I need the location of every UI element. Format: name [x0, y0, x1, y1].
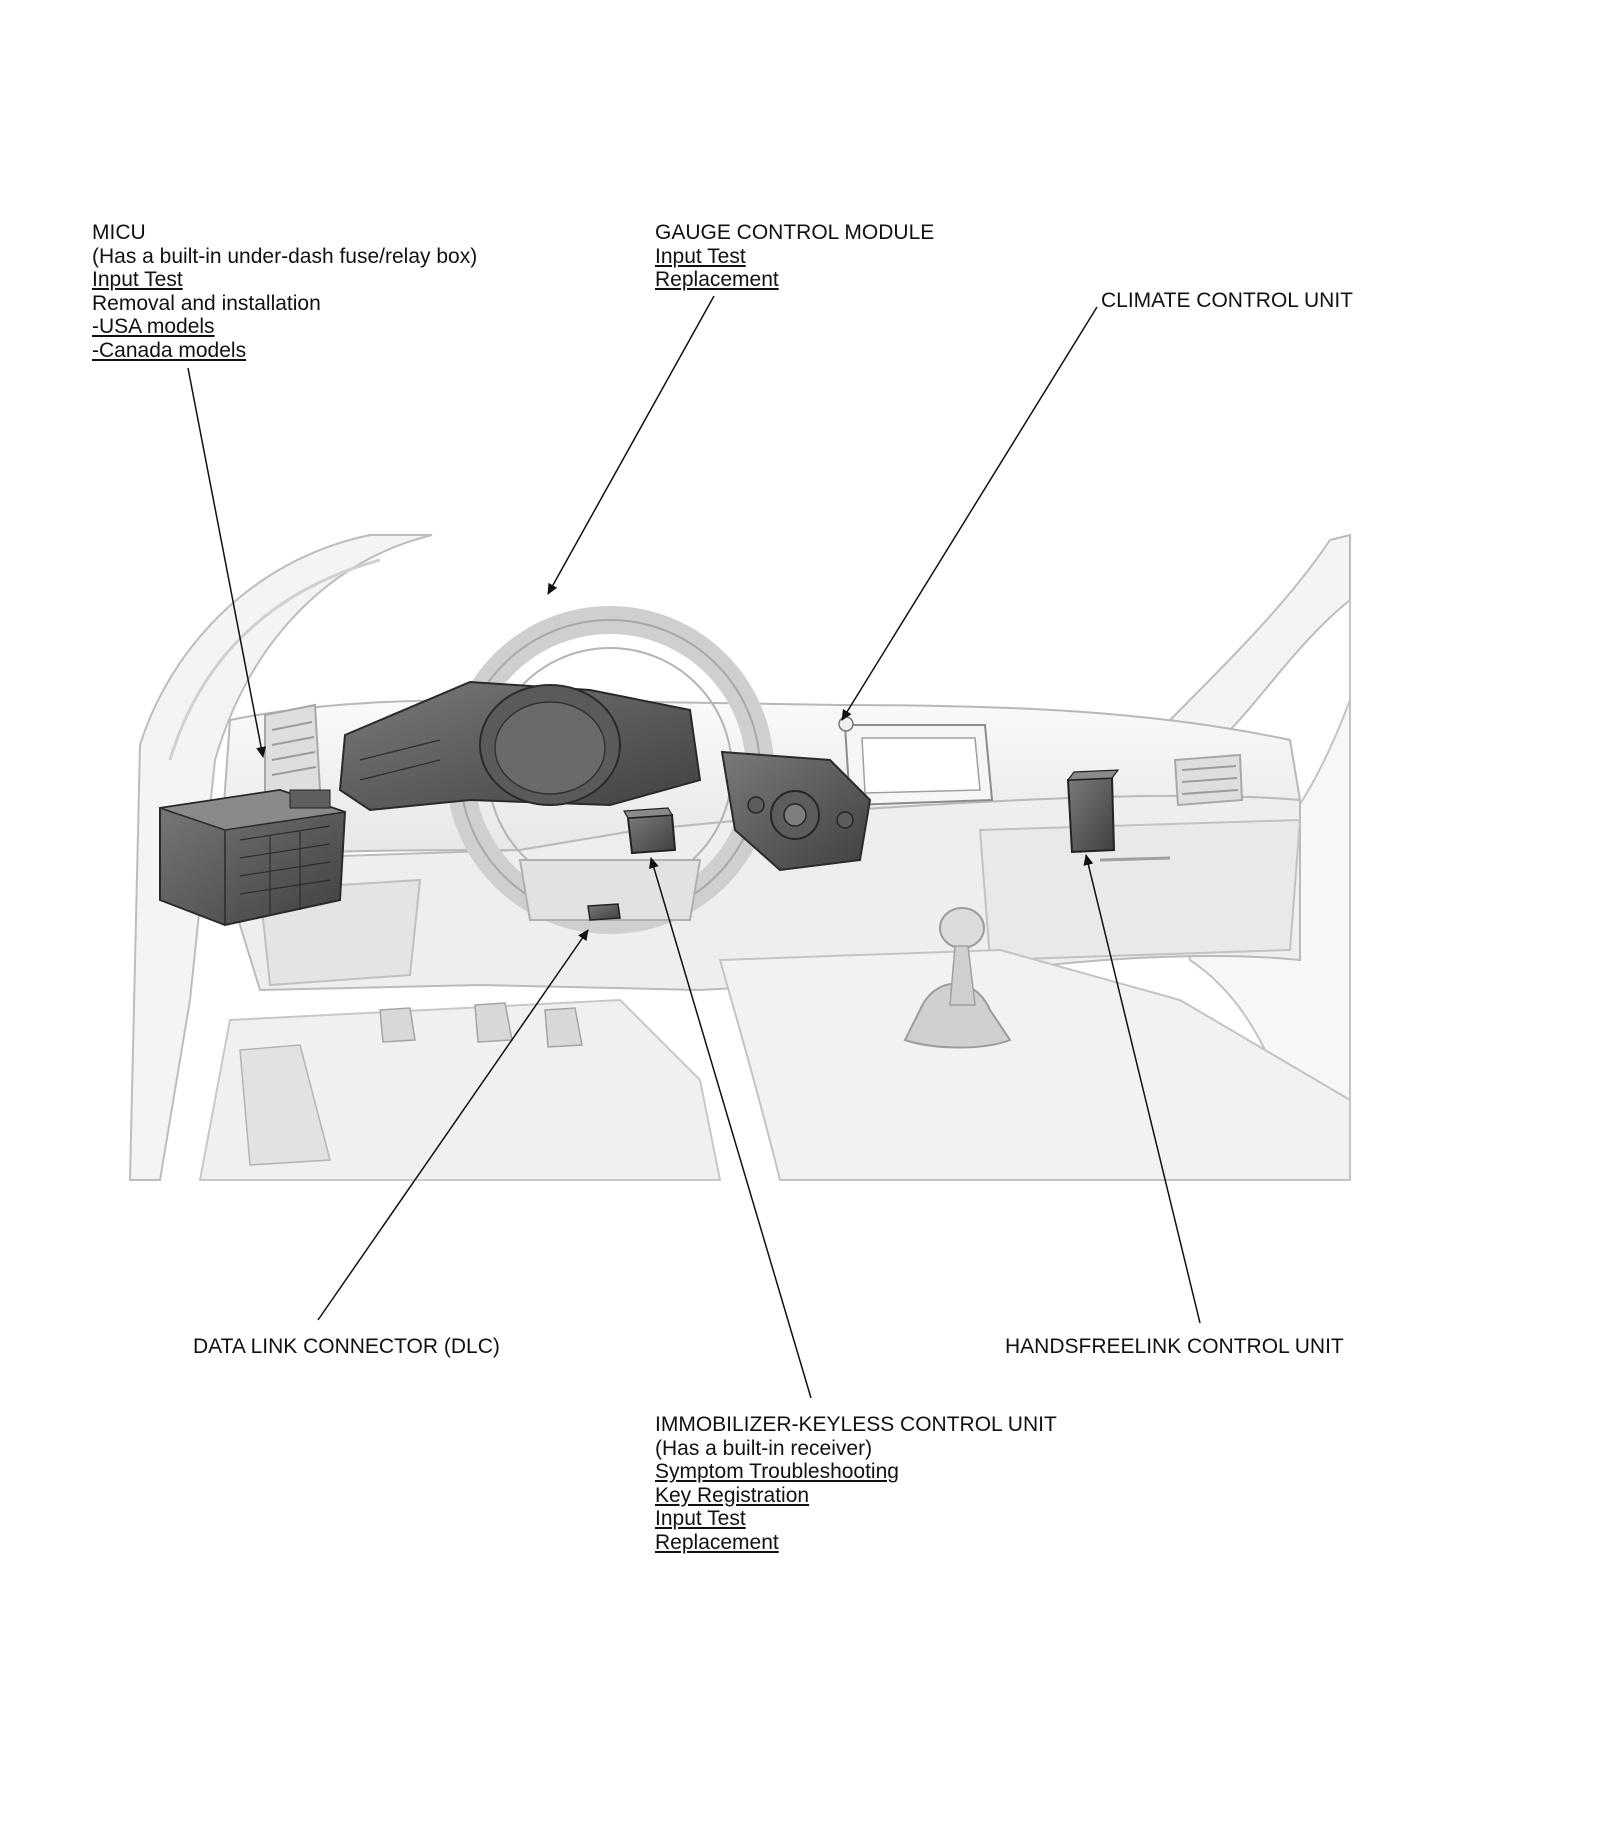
micu-callout	[92, 221, 477, 362]
immobilizer-note: (Has a built-in receiver)	[655, 1436, 873, 1460]
micu-input-test-link[interactable]: Input Test	[92, 268, 183, 291]
handsfree-title: HANDSFREELINK CONTROL UNIT	[1005, 1335, 1344, 1358]
micu-module	[160, 790, 345, 925]
immobilizer-key-registration-link[interactable]: Key Registration	[655, 1483, 810, 1507]
immobilizer-symptom-link[interactable]: Symptom Troubleshooting	[655, 1460, 899, 1483]
climate-callout	[1101, 289, 1353, 313]
micu-canada-models-link[interactable]: -Canada models	[92, 338, 247, 362]
micu-usa-models-link[interactable]: -USA models	[92, 315, 215, 338]
immobilizer-input-test-link[interactable]: Input Test	[655, 1507, 746, 1530]
gauge-input-test-link[interactable]: Input Test	[655, 244, 746, 268]
data-link-connector	[588, 904, 620, 920]
climate-title: CLIMATE CONTROL UNIT	[1101, 289, 1354, 312]
dlc-title: DATA LINK CONNECTOR (DLC)	[193, 1335, 500, 1358]
gauge-replacement-link[interactable]: Replacement	[655, 268, 779, 291]
immobilizer-replacement-link[interactable]: Replacement	[655, 1530, 779, 1554]
micu-note: (Has a built-in under-dash fuse/relay box)	[92, 244, 478, 268]
gauge-title: GAUGE CONTROL MODULE	[655, 221, 935, 244]
micu-removal-label: Removal and installation	[92, 291, 321, 315]
handsfreelink-control-unit	[1068, 770, 1118, 852]
gauge-callout	[655, 221, 934, 292]
immobilizer-keyless-control-unit	[624, 808, 675, 853]
immobilizer-title: IMMOBILIZER-KEYLESS CONTROL UNIT	[655, 1413, 1057, 1436]
immobilizer-callout	[655, 1413, 1057, 1554]
handsfree-callout	[1005, 1335, 1344, 1359]
micu-title: MICU	[92, 221, 146, 244]
dlc-callout	[193, 1335, 500, 1359]
